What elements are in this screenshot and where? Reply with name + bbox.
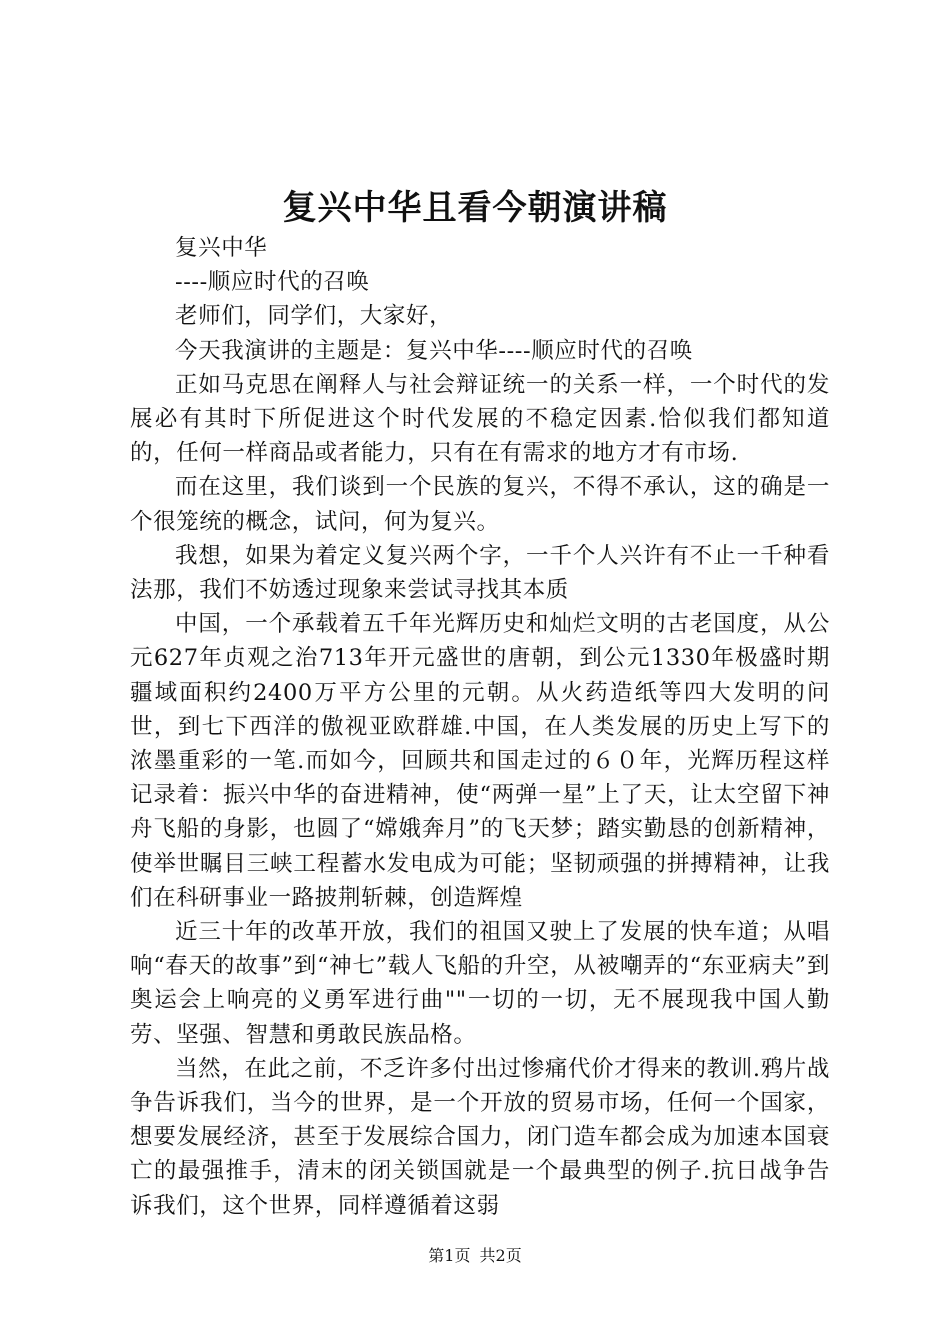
body-paragraph: 中国，一个承载着五千年光辉历史和灿烂文明的古老国度，从公元627年贞观之治713年开元盛世的唐朝，到公元1330年极盛时期疆域面积约2400万平方公里的元朝。从火药造纸等四大发明的问世，到七下西洋的傲视亚欧群雄.中国，在人类发展的历史上写下的浓墨重彩的一笔.而如今，回顾共和国走过的６０年，光辉历程这样记录着：振兴中华的奋进精神，使“两弹一星”上了天，让太空留下神舟飞船的身影，也圆了“嫦娥奔月”的飞天梦；踏实勤恳的创新精神，使举世瞩目三峡工程蓄水发电成为可能；坚韧顽强的拼搏精神，让我们在科研事业一路披荆斩棘，创造辉煌 xyxy=(130,611,830,911)
body-paragraph: 正如马克思在阐释人与社会辩证统一的关系一样，一个时代的发展必有其时下所促进这个时代发展的不稳定因素.恰似我们都知道的，任何一样商品或者能力，只有在有需求的地方才有市场. xyxy=(130,371,830,467)
body-paragraph: 而在这里，我们谈到一个民族的复兴，不得不承认，这的确是一个很笼统的概念，试问，何为复兴。 xyxy=(130,474,830,535)
body-paragraph: 当然，在此之前，不乏许多付出过惨痛代价才得来的教训.鸦片战争告诉我们，当今的世界，是一个开放的贸易市场，任何一个国家，想要发展经济，甚至于发展综合国力，闭门造车都会成为加速本国衰亡的最强推手，清末的闭关锁国就是一个最典型的例子.抗日战争告诉我们，这个世界，同样遵循着这弱 xyxy=(130,1055,830,1219)
body-paragraph: 复兴中华 xyxy=(175,235,268,261)
body-paragraph: ----顺应时代的召唤 xyxy=(175,269,370,296)
page-number: 第1页 xyxy=(428,1246,471,1265)
page-footer xyxy=(0,1245,950,1267)
body-paragraph: 老师们，同学们，大家好， xyxy=(175,303,453,330)
body-paragraph: 近三十年的改革开放，我们的祖国又驶上了发展的快车道；从唱响“春天的故事”到“神七”载人飞船的升空，从被嘲弄的“东亚病夫”到奥运会上响亮的义勇军进行曲""一切的一切，无不展现我中国人勤劳、坚强、智慧和勇敢民族品格。 xyxy=(130,919,830,1048)
page-total: 共2页 xyxy=(479,1246,522,1265)
body-paragraph: 今天我演讲的主题是：复兴中华----顺应时代的召唤 xyxy=(175,337,693,364)
body-paragraph: 我想，如果为着定义复兴两个字，一千个人兴许有不止一千种看法那，我们不妨透过现象来尝试寻找其本质 xyxy=(130,542,830,604)
document-body xyxy=(130,231,830,1223)
document-title: 复兴中华且看今朝演讲稿 xyxy=(282,188,668,228)
